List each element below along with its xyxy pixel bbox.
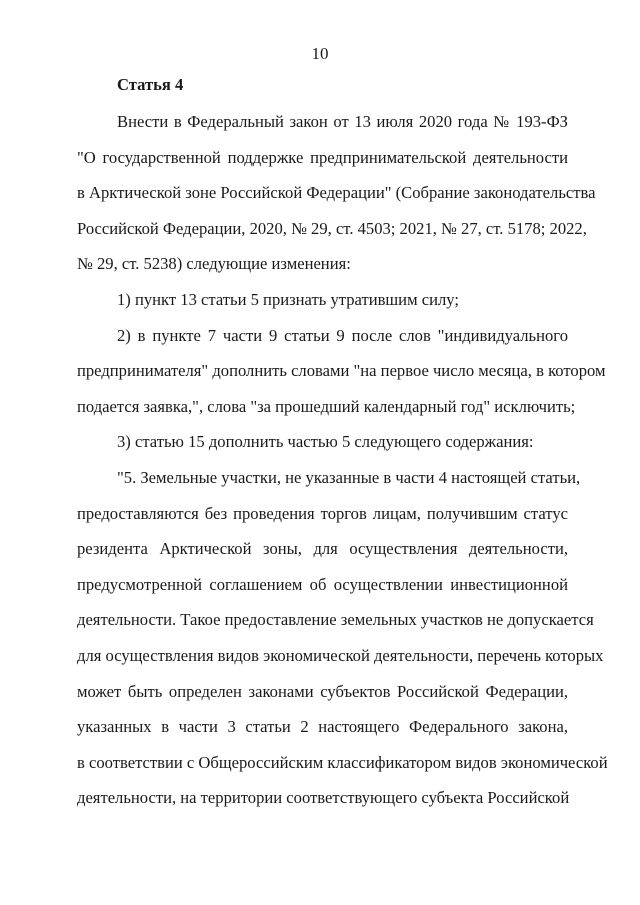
text-line: Внести в Федеральный закон от 13 июля 2020 года № 193-ФЗ [117,112,568,131]
text-line: № 29, ст. 5238) следующие изменения: [77,254,351,273]
list-item: 2) в пункте 7 части 9 статьи 9 после слов "индивидуального [117,326,568,345]
list-item: 1) пункт 13 статьи 5 признать утратившим силу; [117,290,459,309]
text-line: "5. Земельные участки, не указанные в части 4 настоящей статьи, [117,468,581,487]
page-number: 10 [311,44,329,63]
text-line: подается заявка,", слова "за прошедший календарный год" исключить; [77,397,576,416]
text-line: в Арктической зоне Российской Федерации" (Собрание законодательства [77,183,596,202]
list-item: 3) статью 15 дополнить частью 5 следующего содержания: [117,432,534,451]
text-line: предпринимателя" дополнить словами "на первое число месяца, в котором [77,361,606,380]
text-line: для осуществления видов экономической деятельности, перечень которых [77,646,604,665]
text-line: предусмотренной соглашением об осуществлении инвестиционной [77,575,568,594]
text-line: деятельности, на территории соответствующего субъекта Российской [77,788,570,807]
text-line: деятельности. Такое предоставление земельных участков не допускается [77,610,594,629]
text-line: в соответствии с Общероссийским классификатором видов экономической [77,753,608,772]
text-line: предоставляются без проведения торгов лицам, получившим статус [77,504,568,523]
text-line: резидента Арктической зоны, для осуществления деятельности, [77,539,568,558]
text-line: "О государственной поддержке предпринимательской деятельности [77,148,568,167]
article-heading: Статья 4 [117,75,184,94]
text-line: Российской Федерации, 2020, № 29, ст. 4503; 2021, № 27, ст. 5178; 2022, [77,219,587,238]
text-line: указанных в части 3 статьи 2 настоящего Федерального закона, [77,717,568,736]
text-line: может быть определен законами субъектов Российской Федерации, [77,682,568,701]
